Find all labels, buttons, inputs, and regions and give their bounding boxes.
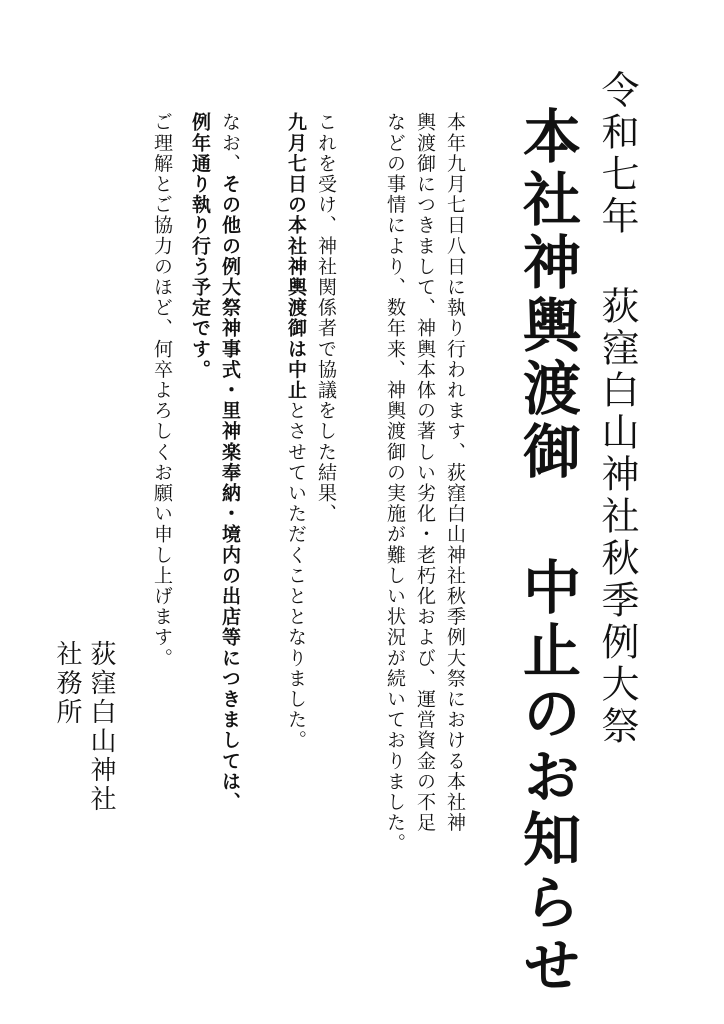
body-line: 例年通り執り行う予定です。 <box>189 112 211 380</box>
notice-subtitle: 令和七年 荻窪白山神社秋季例大祭 <box>595 70 639 748</box>
body-line: 本年九月七日八日に執り行われます、荻窪白山神社秋季例大祭における本社神 <box>444 112 466 833</box>
body-line: などの事情により、数年来、神輿渡御の実施が難しい状況が続いておりました。 <box>384 112 406 854</box>
events-emphasis: その他の例大祭神事式・里神楽奉納・境内の出店等につきましては、 <box>219 173 241 813</box>
body-line <box>220 112 239 812</box>
body-text: なお、 <box>219 112 241 174</box>
notice-title: 本社神輿渡御 中止のお知らせ <box>513 106 581 998</box>
signature-shrine: 荻窪白山神社 <box>86 640 116 814</box>
body-line: これを受け、神社関係者で協議をした結果、 <box>315 112 337 524</box>
cancellation-emphasis: 九月七日の本社神輿渡御は中止 <box>285 112 307 401</box>
body-line: 輿渡御につきまして、神輿本体の著しい劣化・老朽化および、運営資金の不足 <box>414 112 436 833</box>
body-line: ご理解とご協力のほど、何卒よろしくお願い申し上げます。 <box>151 112 173 669</box>
body-line <box>286 112 305 751</box>
body-text: とさせていただくこととなりました。 <box>285 400 307 751</box>
signature-office: 社務所 <box>52 640 82 727</box>
